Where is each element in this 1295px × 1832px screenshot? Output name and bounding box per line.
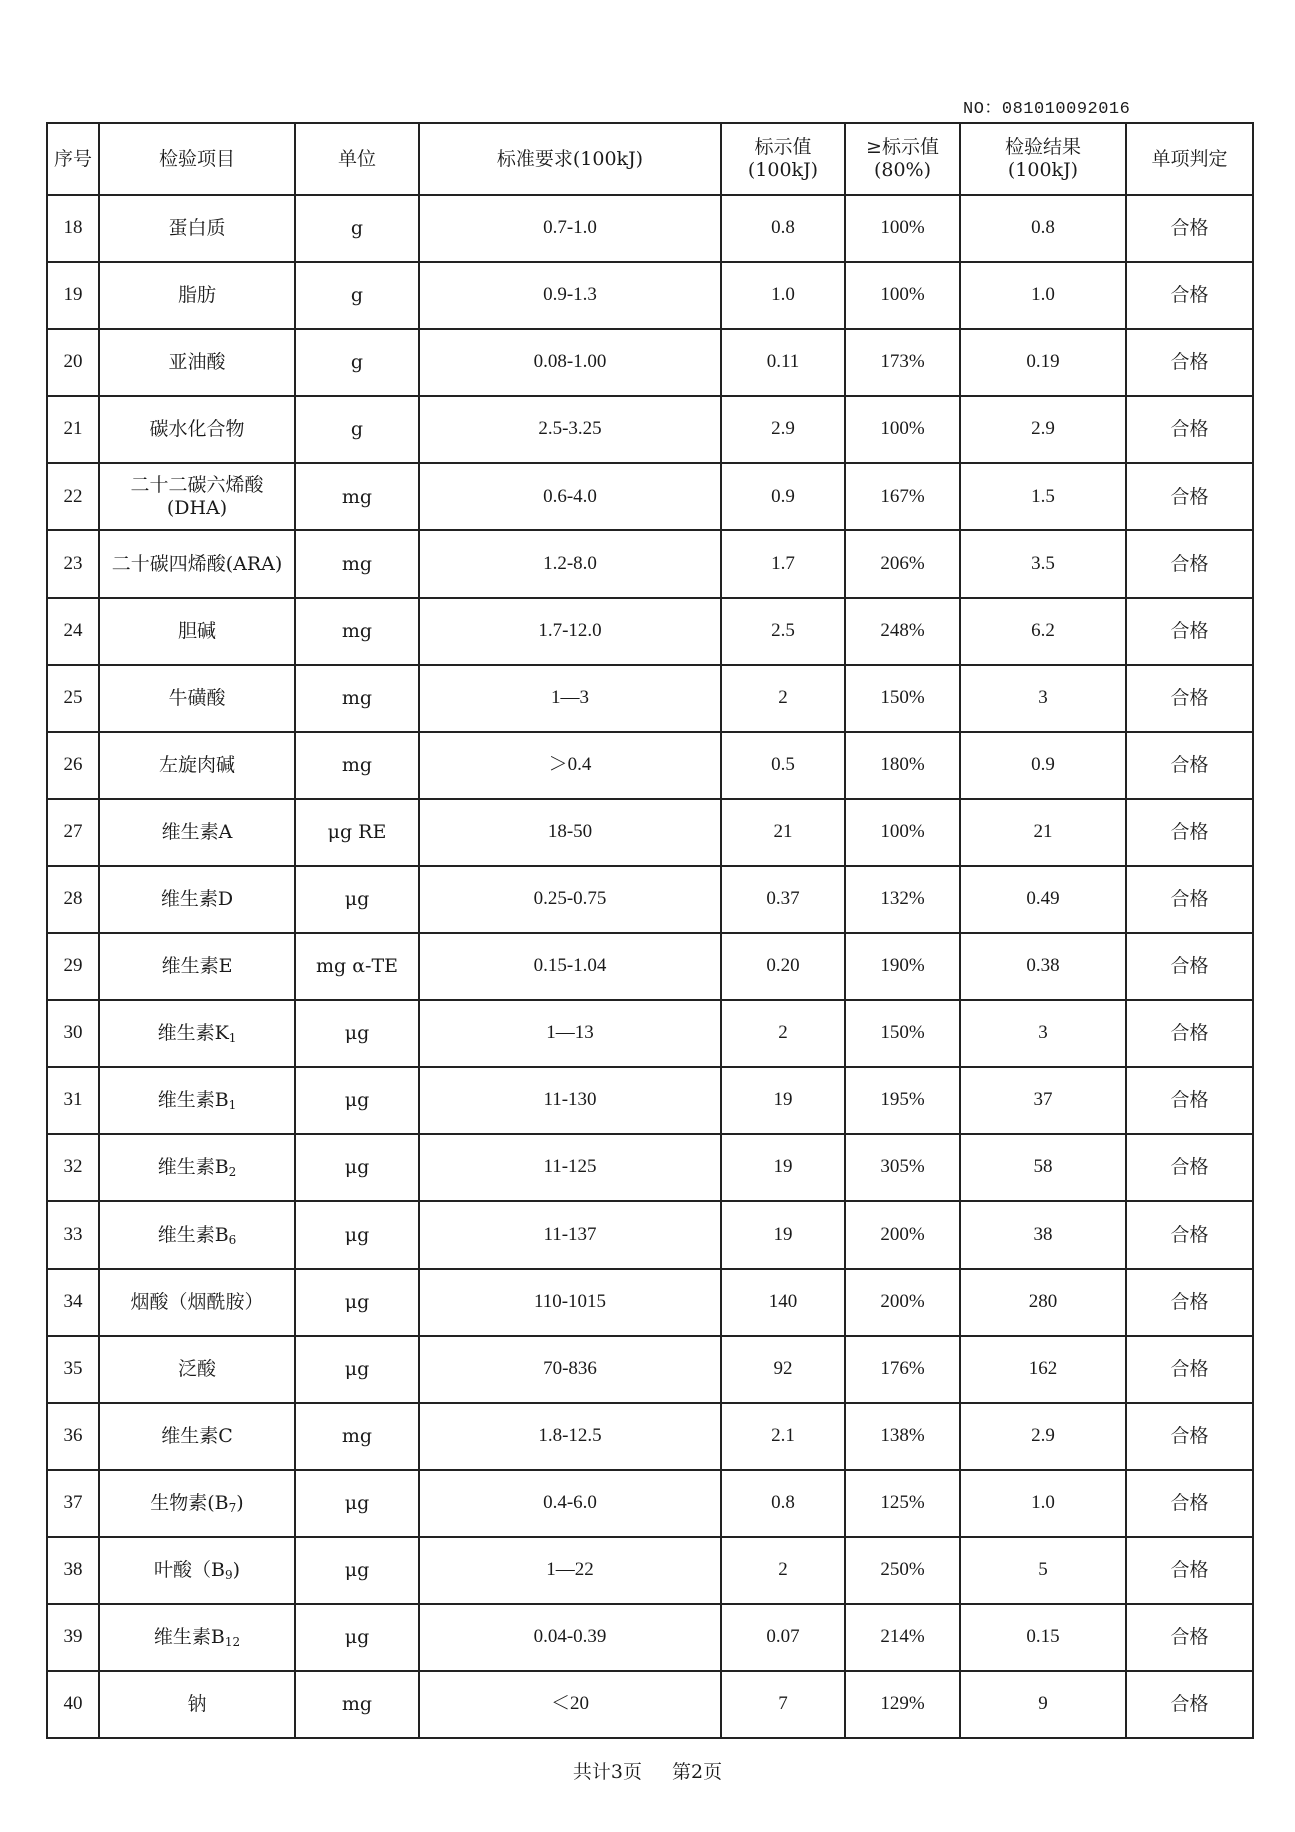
table-row [47, 195, 1253, 262]
cell-ratio: 173% [845, 329, 960, 396]
cell-item [99, 1537, 295, 1604]
cell-standard: 0.6-4.0 [419, 463, 721, 530]
item-subscript: 7 [228, 1500, 237, 1515]
cell-unit: mg [295, 1403, 419, 1470]
cell-label-value: 0.11 [721, 329, 845, 396]
cell-result: 3.5 [960, 530, 1126, 597]
table-row [47, 1336, 1253, 1403]
cell-item [99, 1671, 295, 1738]
item-name: 亚油酸 [168, 351, 226, 374]
header-ratio [845, 123, 960, 195]
item-subscript: 1 [228, 1031, 237, 1046]
cell-unit: μg [295, 866, 419, 933]
cell-seq: 29 [47, 933, 99, 1000]
table-row [47, 665, 1253, 732]
item-subscript: 12 [224, 1635, 241, 1650]
cell-seq: 30 [47, 1000, 99, 1067]
cell-unit: μg RE [295, 799, 419, 866]
table-row [47, 933, 1253, 1000]
item-subscript: 9 [224, 1568, 233, 1583]
cell-result: 0.38 [960, 933, 1126, 1000]
cell-label-value: 0.9 [721, 463, 845, 530]
cell-unit: mg [295, 530, 419, 597]
cell-judgement: 合格 [1126, 1470, 1253, 1537]
header-label-value-line1: 标示值 [754, 136, 812, 159]
table-row [47, 1671, 1253, 1738]
cell-judgement: 合格 [1126, 1336, 1253, 1403]
cell-label-value: 19 [721, 1067, 845, 1134]
cell-item [99, 732, 295, 799]
cell-result: 1.0 [960, 1470, 1126, 1537]
item-suffix: ) [232, 1559, 241, 1582]
cell-ratio: 180% [845, 732, 960, 799]
cell-unit: g [295, 195, 419, 262]
table-row [47, 1403, 1253, 1470]
cell-label-value: 2 [721, 1537, 845, 1604]
table-row [47, 866, 1253, 933]
cell-result: 5 [960, 1537, 1126, 1604]
cell-seq: 37 [47, 1470, 99, 1537]
table-row [47, 1269, 1253, 1336]
item-name: 维生素B [153, 1626, 225, 1649]
cell-judgement: 合格 [1126, 598, 1253, 665]
cell-item [99, 598, 295, 665]
cell-label-value: 2.5 [721, 598, 845, 665]
cell-result: 1.0 [960, 262, 1126, 329]
header-judgement: 单项判定 [1126, 123, 1253, 195]
table-row [47, 530, 1253, 597]
cell-item [99, 329, 295, 396]
cell-seq: 35 [47, 1336, 99, 1403]
item-name: 蛋白质 [168, 217, 226, 240]
cell-unit: μg [295, 1067, 419, 1134]
cell-standard: 0.9-1.3 [419, 262, 721, 329]
cell-item [99, 933, 295, 1000]
cell-judgement: 合格 [1126, 799, 1253, 866]
cell-item [99, 1470, 295, 1537]
footer-current-page: 第2页 [672, 1761, 723, 1783]
cell-judgement: 合格 [1126, 262, 1253, 329]
cell-ratio: 190% [845, 933, 960, 1000]
cell-seq: 27 [47, 799, 99, 866]
cell-result: 2.9 [960, 1403, 1126, 1470]
table-row [47, 463, 1253, 530]
header-unit: 单位 [295, 123, 419, 195]
cell-result: 0.49 [960, 866, 1126, 933]
cell-label-value: 2.1 [721, 1403, 845, 1470]
cell-standard: 1—22 [419, 1537, 721, 1604]
cell-seq: 31 [47, 1067, 99, 1134]
cell-unit: μg [295, 1134, 419, 1201]
header-label-value-line2: (100kJ) [747, 159, 819, 181]
cell-label-value: 7 [721, 1671, 845, 1738]
cell-ratio: 150% [845, 1000, 960, 1067]
cell-label-value: 0.37 [721, 866, 845, 933]
cell-label-value: 0.8 [721, 195, 845, 262]
cell-ratio: 248% [845, 598, 960, 665]
cell-unit: μg [295, 1470, 419, 1537]
cell-standard: 0.4-6.0 [419, 1470, 721, 1537]
cell-result: 0.19 [960, 329, 1126, 396]
cell-seq: 32 [47, 1134, 99, 1201]
cell-standard: 0.08-1.00 [419, 329, 721, 396]
item-name: 左旋肉碱 [158, 753, 235, 776]
cell-result: 1.5 [960, 463, 1126, 530]
cell-judgement: 合格 [1126, 1000, 1253, 1067]
table-row [47, 1134, 1253, 1201]
item-name: 维生素K [157, 1022, 229, 1045]
table-row [47, 1604, 1253, 1671]
cell-ratio: 250% [845, 1537, 960, 1604]
cell-unit: g [295, 329, 419, 396]
item-name: 泛酸 [177, 1357, 216, 1380]
cell-result: 0.8 [960, 195, 1126, 262]
cell-judgement: 合格 [1126, 1537, 1253, 1604]
cell-seq: 22 [47, 463, 99, 530]
cell-item [99, 1269, 295, 1336]
table-row [47, 598, 1253, 665]
table-row [47, 396, 1253, 463]
cell-label-value: 2.9 [721, 396, 845, 463]
cell-label-value: 19 [721, 1134, 845, 1201]
cell-standard: 0.25-0.75 [419, 866, 721, 933]
cell-unit: mg [295, 732, 419, 799]
cell-ratio: 150% [845, 665, 960, 732]
cell-seq: 39 [47, 1604, 99, 1671]
item-name: 胆碱 [177, 619, 216, 642]
cell-item [99, 1604, 295, 1671]
cell-item [99, 1134, 295, 1201]
cell-ratio: 305% [845, 1134, 960, 1201]
cell-standard: 2.5-3.25 [419, 396, 721, 463]
item-name: 维生素D [160, 888, 234, 911]
cell-result: 58 [960, 1134, 1126, 1201]
item-name: 维生素C [161, 1424, 233, 1447]
header-result [960, 123, 1126, 195]
cell-unit: mg [295, 598, 419, 665]
cell-unit: g [295, 396, 419, 463]
item-name: 维生素A [161, 820, 233, 843]
table-row [47, 262, 1253, 329]
header-result-line2: (100kJ) [1007, 159, 1079, 181]
cell-ratio: 138% [845, 1403, 960, 1470]
cell-item [99, 1067, 295, 1134]
cell-result: 280 [960, 1269, 1126, 1336]
cell-item [99, 1403, 295, 1470]
cell-item [99, 665, 295, 732]
item-name: 维生素B [157, 1223, 229, 1246]
cell-unit: μg [295, 1201, 419, 1268]
cell-judgement: 合格 [1126, 396, 1253, 463]
cell-label-value: 0.20 [721, 933, 845, 1000]
item-name: 维生素B [157, 1089, 229, 1112]
report-number: NO：081010092016 [963, 100, 1131, 119]
item-name: 钠 [187, 1693, 207, 1716]
table-row [47, 1000, 1253, 1067]
cell-item [99, 396, 295, 463]
cell-item [99, 195, 295, 262]
page-footer [0, 1757, 1295, 1784]
cell-result: 0.15 [960, 1604, 1126, 1671]
cell-unit: mg [295, 665, 419, 732]
cell-unit: μg [295, 1269, 419, 1336]
cell-unit: mg α-TE [295, 933, 419, 1000]
cell-standard: 1.7-12.0 [419, 598, 721, 665]
header-ratio-line1: ≥标示值 [866, 136, 939, 159]
cell-standard: 11-130 [419, 1067, 721, 1134]
table-row [47, 1470, 1253, 1537]
cell-label-value: 140 [721, 1269, 845, 1336]
cell-ratio: 206% [845, 530, 960, 597]
cell-item [99, 1336, 295, 1403]
cell-ratio: 100% [845, 262, 960, 329]
cell-ratio: 100% [845, 396, 960, 463]
cell-label-value: 1.0 [721, 262, 845, 329]
cell-ratio: 100% [845, 799, 960, 866]
cell-judgement: 合格 [1126, 463, 1253, 530]
item-subscript: 1 [228, 1098, 237, 1113]
cell-label-value: 19 [721, 1201, 845, 1268]
cell-judgement: 合格 [1126, 1134, 1253, 1201]
cell-label-value: 0.5 [721, 732, 845, 799]
cell-item [99, 799, 295, 866]
item-subscript: 6 [228, 1232, 237, 1247]
cell-ratio: 195% [845, 1067, 960, 1134]
cell-item [99, 262, 295, 329]
cell-seq: 28 [47, 866, 99, 933]
cell-result: 21 [960, 799, 1126, 866]
cell-ratio: 214% [845, 1604, 960, 1671]
cell-item [99, 1201, 295, 1268]
cell-result: 6.2 [960, 598, 1126, 665]
cell-judgement: 合格 [1126, 1604, 1253, 1671]
cell-judgement: 合格 [1126, 1201, 1253, 1268]
cell-standard: 1—13 [419, 1000, 721, 1067]
cell-seq: 18 [47, 195, 99, 262]
cell-ratio: 176% [845, 1336, 960, 1403]
header-label-value [721, 123, 845, 195]
header-seq: 序号 [47, 123, 99, 195]
cell-standard: 0.7-1.0 [419, 195, 721, 262]
cell-judgement: 合格 [1126, 530, 1253, 597]
cell-unit: mg [295, 1671, 419, 1738]
cell-judgement: 合格 [1126, 1269, 1253, 1336]
cell-seq: 34 [47, 1269, 99, 1336]
cell-seq: 40 [47, 1671, 99, 1738]
cell-label-value: 0.07 [721, 1604, 845, 1671]
cell-label-value: 0.8 [721, 1470, 845, 1537]
table-row [47, 1067, 1253, 1134]
cell-result: 9 [960, 1671, 1126, 1738]
cell-label-value: 2 [721, 665, 845, 732]
cell-result: 38 [960, 1201, 1126, 1268]
cell-judgement: 合格 [1126, 195, 1253, 262]
cell-unit: μg [295, 1336, 419, 1403]
cell-standard: 11-125 [419, 1134, 721, 1201]
cell-seq: 24 [47, 598, 99, 665]
cell-item [99, 463, 295, 530]
cell-label-value: 1.7 [721, 530, 845, 597]
cell-ratio: 200% [845, 1269, 960, 1336]
cell-seq: 20 [47, 329, 99, 396]
cell-standard: 1.2-8.0 [419, 530, 721, 597]
cell-ratio: 167% [845, 463, 960, 530]
item-name: 烟酸（烟酰胺） [130, 1290, 264, 1313]
cell-ratio: 200% [845, 1201, 960, 1268]
inspection-results-table [46, 122, 1254, 1739]
cell-seq: 23 [47, 530, 99, 597]
cell-result: 37 [960, 1067, 1126, 1134]
cell-unit: μg [295, 1000, 419, 1067]
header-ratio-line2: (80%) [873, 159, 932, 181]
cell-unit: μg [295, 1604, 419, 1671]
item-name: 二十碳四烯酸(ARA) [111, 552, 283, 575]
cell-judgement: 合格 [1126, 1067, 1253, 1134]
cell-judgement: 合格 [1126, 933, 1253, 1000]
cell-result: 0.9 [960, 732, 1126, 799]
header-standard: 标准要求(100kJ) [419, 123, 721, 195]
cell-seq: 26 [47, 732, 99, 799]
item-name: 二十二碳六烯酸 [130, 474, 264, 497]
cell-standard: 110-1015 [419, 1269, 721, 1336]
cell-judgement: 合格 [1126, 1403, 1253, 1470]
cell-judgement: 合格 [1126, 665, 1253, 732]
cell-unit: mg [295, 463, 419, 530]
table-row [47, 732, 1253, 799]
item-name: 维生素B [157, 1156, 229, 1179]
footer-total-pages: 共计3页 [572, 1761, 642, 1783]
cell-unit: g [295, 262, 419, 329]
cell-standard: 1—3 [419, 665, 721, 732]
item-name-line2: (DHA) [166, 496, 228, 519]
item-subscript: 2 [228, 1165, 237, 1180]
item-name: 生物素(B [150, 1491, 229, 1514]
table-row [47, 799, 1253, 866]
cell-ratio: 100% [845, 195, 960, 262]
cell-result: 162 [960, 1336, 1126, 1403]
item-name: 牛磺酸 [168, 686, 226, 709]
cell-judgement: 合格 [1126, 1671, 1253, 1738]
cell-standard: 0.15-1.04 [419, 933, 721, 1000]
cell-ratio: 129% [845, 1671, 960, 1738]
cell-standard: 11-137 [419, 1201, 721, 1268]
cell-result: 2.9 [960, 396, 1126, 463]
item-name: 叶酸（B [153, 1559, 225, 1582]
cell-unit: μg [295, 1537, 419, 1604]
cell-seq: 33 [47, 1201, 99, 1268]
cell-standard: 18-50 [419, 799, 721, 866]
item-name: 脂肪 [177, 284, 216, 307]
cell-ratio: 132% [845, 866, 960, 933]
cell-label-value: 21 [721, 799, 845, 866]
cell-standard: 1.8-12.5 [419, 1403, 721, 1470]
item-name: 碳水化合物 [149, 418, 245, 441]
cell-standard: ＜20 [419, 1671, 721, 1738]
cell-seq: 38 [47, 1537, 99, 1604]
cell-standard: 70-836 [419, 1336, 721, 1403]
cell-judgement: 合格 [1126, 732, 1253, 799]
item-suffix: ) [236, 1491, 244, 1514]
table-row [47, 1201, 1253, 1268]
cell-seq: 21 [47, 396, 99, 463]
cell-item [99, 530, 295, 597]
cell-item [99, 1000, 295, 1067]
cell-label-value: 92 [721, 1336, 845, 1403]
cell-label-value: 2 [721, 1000, 845, 1067]
cell-judgement: 合格 [1126, 329, 1253, 396]
cell-seq: 25 [47, 665, 99, 732]
cell-standard: ＞0.4 [419, 732, 721, 799]
table-header-row [47, 123, 1253, 195]
cell-result: 3 [960, 665, 1126, 732]
cell-item [99, 866, 295, 933]
table-row [47, 1537, 1253, 1604]
header-result-line1: 检验结果 [1004, 136, 1081, 159]
cell-ratio: 125% [845, 1470, 960, 1537]
header-item: 检验项目 [99, 123, 295, 195]
cell-result: 3 [960, 1000, 1126, 1067]
item-name: 维生素E [161, 955, 233, 978]
cell-standard: 0.04-0.39 [419, 1604, 721, 1671]
cell-seq: 36 [47, 1403, 99, 1470]
cell-seq: 19 [47, 262, 99, 329]
table-row [47, 329, 1253, 396]
cell-judgement: 合格 [1126, 866, 1253, 933]
